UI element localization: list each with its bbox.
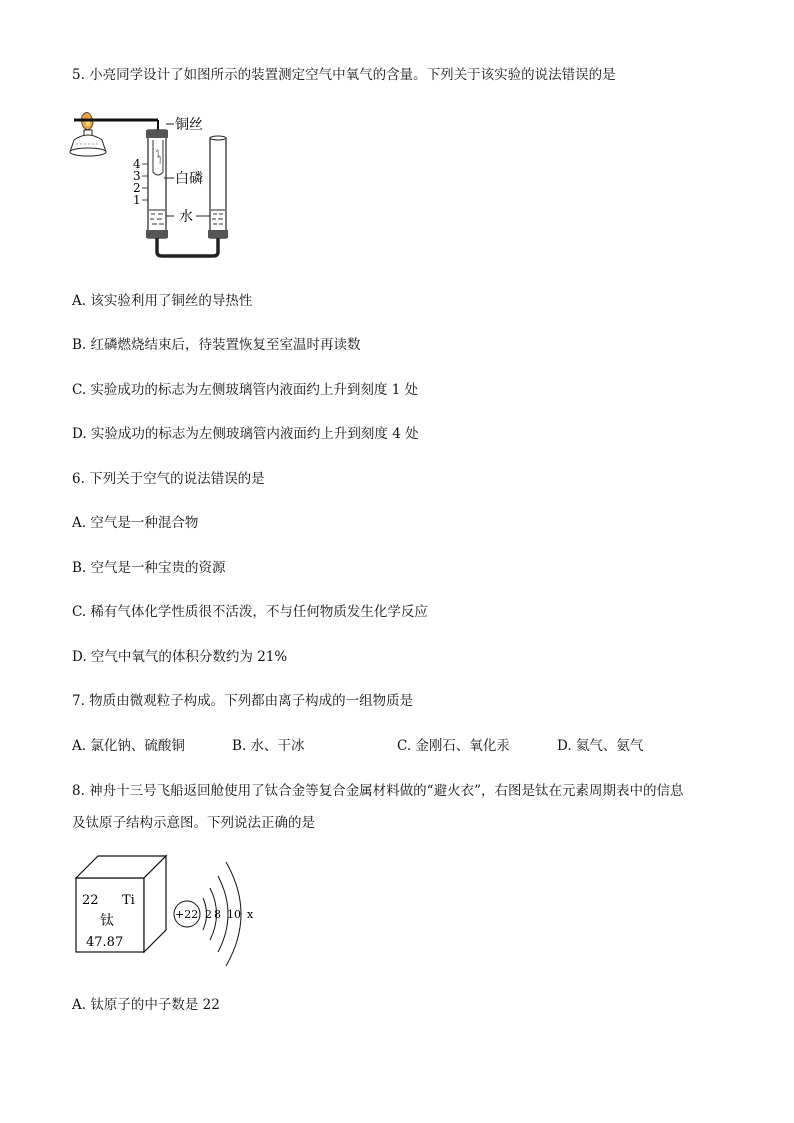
q6-option-c: C. 稀有气体化学性质很不活泼，不与任何物质发生化学反应 (72, 604, 428, 620)
q8-option-a: A. 钛原子的中子数是 22 (72, 997, 220, 1013)
scale-label-1: 1 (133, 193, 141, 207)
atom-shell-3: 10 (227, 908, 241, 921)
q5-option-d: D. 实验成功的标志为左侧玻璃管内液面约上升到刻度 4 处 (72, 426, 419, 442)
scale-label-2: 2 (133, 181, 141, 195)
atom-nucleus: +22 (175, 908, 199, 921)
q7-option-b: B. 水、干冰 (232, 738, 305, 754)
label-white-phosphorus: 白磷 (175, 171, 203, 187)
element-symbol: Ti (122, 893, 135, 908)
q8-stem-line2: 及钛原子结构示意图。下列说法正确的是 (72, 815, 315, 831)
element-atomic-mass: 47.87 (86, 935, 124, 950)
element-atomic-number: 22 (82, 893, 99, 908)
atom-shell-1: 2 (205, 908, 212, 921)
q7-option-a: A. 氯化钠、硫酸铜 (72, 738, 185, 754)
q5-apparatus-figure (62, 106, 262, 264)
q7-stem: 7. 物质由微观粒子构成。下列都由离子构成的一组物质是 (72, 693, 414, 709)
q5-option-b: B. 红磷燃烧结束后，待装置恢复至室温时再读数 (72, 337, 361, 353)
q5-option-c: C. 实验成功的标志为左侧玻璃管内液面约上升到刻度 1 处 (72, 382, 419, 398)
element-name: 钛 (100, 913, 114, 929)
q7-option-c: C. 金刚石、氧化汞 (397, 738, 510, 754)
q6-option-b: B. 空气是一种宝贵的资源 (72, 560, 226, 576)
q6-stem: 6. 下列关于空气的说法错误的是 (72, 471, 265, 487)
q6-option-d: D. 空气中氧气的体积分数约为 21% (72, 649, 288, 665)
label-copper-wire: 铜丝 (175, 117, 203, 133)
q5-option-a: A. 该实验利用了铜丝的导热性 (72, 293, 253, 309)
scale-label-4: 4 (133, 157, 141, 171)
scale-label-3: 3 (133, 169, 141, 183)
label-water: 水 (179, 209, 193, 225)
q5-stem: 5. 小亮同学设计了如图所示的装置测定空气中氧气的含量。下列关于该实验的说法错误的是 (72, 67, 616, 83)
atom-shell-4: x (247, 908, 254, 921)
q8-titanium-figure (70, 848, 280, 973)
q6-option-a: A. 空气是一种混合物 (72, 515, 199, 531)
scale-ticks (142, 164, 148, 200)
atom-shell-2: 8 (214, 908, 221, 921)
q7-option-d: D. 氦气、氨气 (557, 738, 644, 754)
q8-stem-line1: 8. 神舟十三号飞船返回舱使用了钛合金等复合金属材料做的“避火衣”，右图是钛在元素周期表中的信息 (72, 783, 684, 799)
